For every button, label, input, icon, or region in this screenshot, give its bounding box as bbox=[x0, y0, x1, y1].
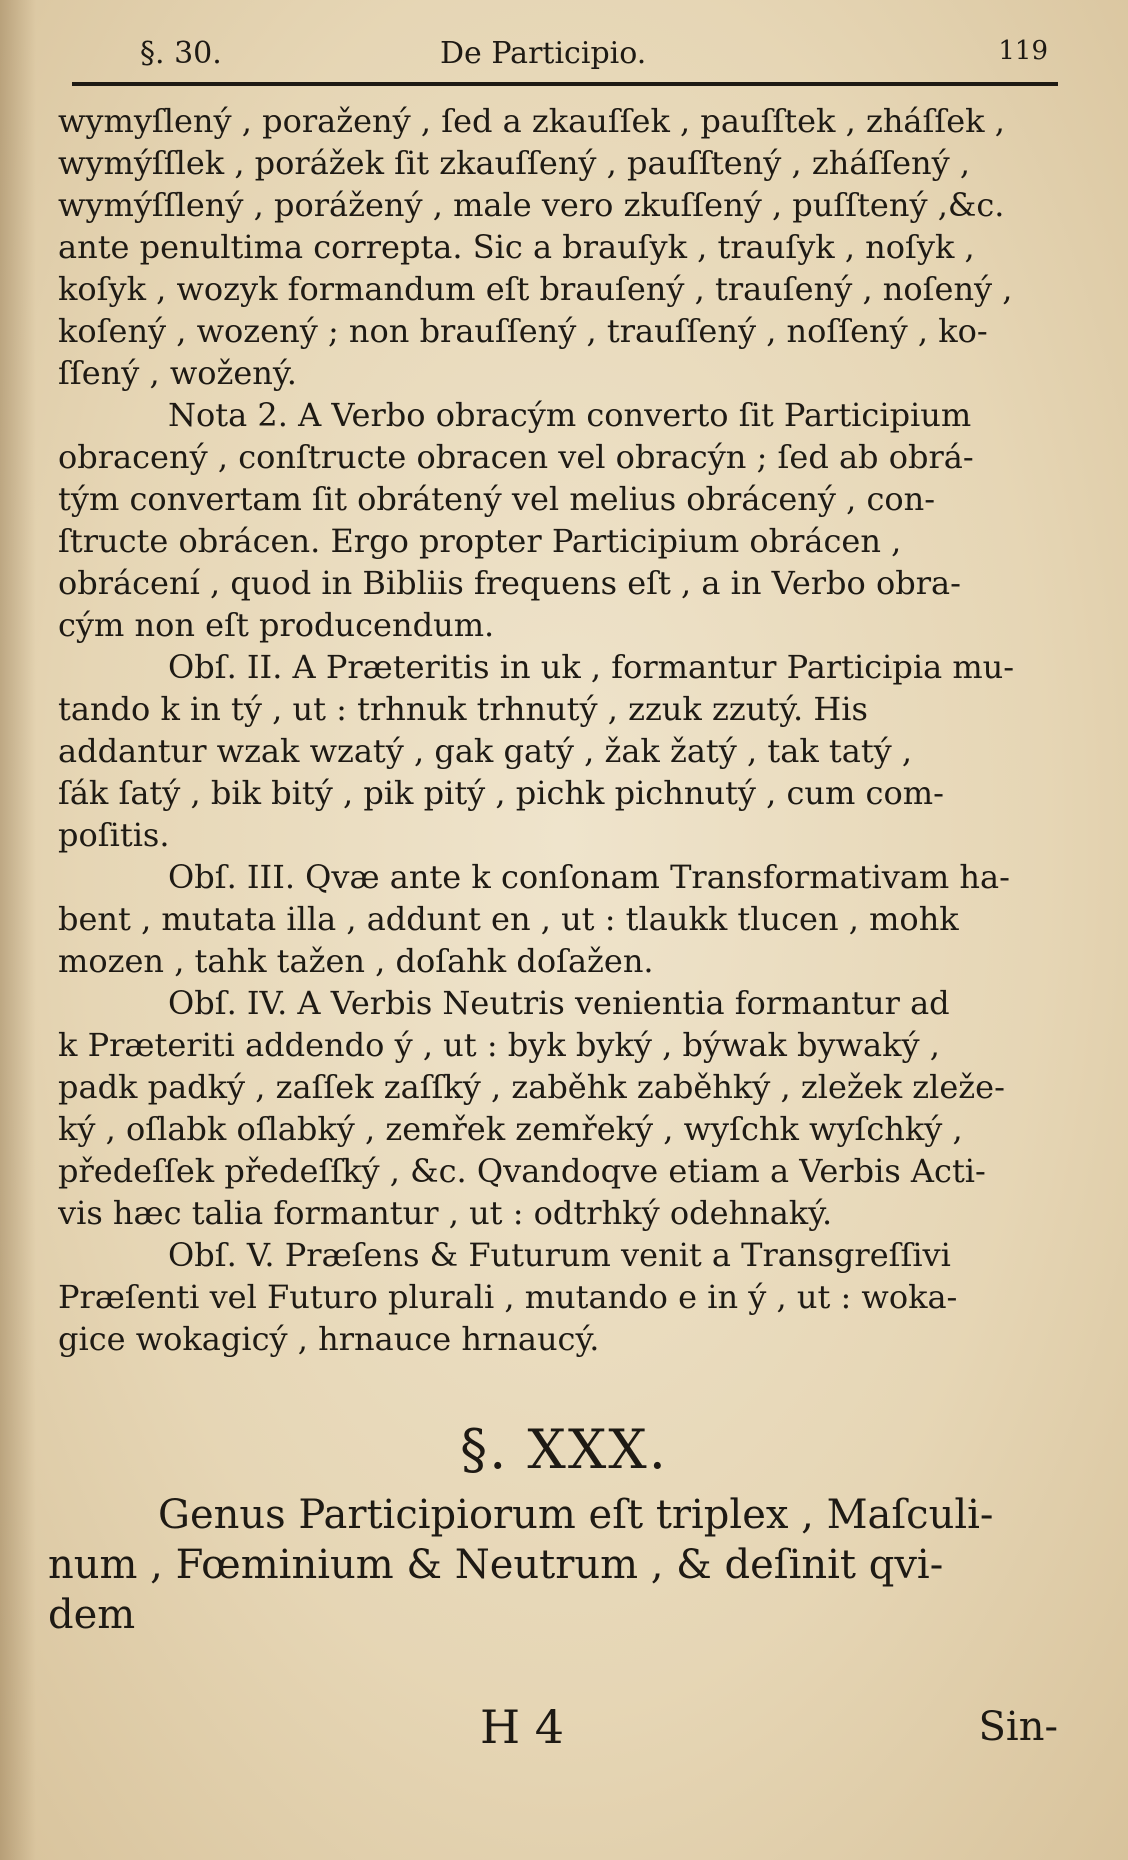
section-heading: §. XXX. bbox=[460, 1418, 668, 1481]
nota-line: obrácení , quod in Bibliis frequens eſt , a in Verbo obra- bbox=[58, 564, 961, 602]
obs2-line: ſák ſatý , bik bitý , pik pitý , pichk pichnutý , cum com- bbox=[58, 774, 944, 812]
running-header bbox=[60, 30, 1058, 90]
nota-line: cým non eſt producendum. bbox=[58, 606, 495, 644]
obs4-line: ký , oſlabk oſlabký , zemřek zemřeký , wyſchk wyſchký , bbox=[58, 1110, 963, 1148]
page-number: 119 bbox=[998, 36, 1048, 66]
obs5-line: Obſ. V. Præſens & Futurum venit a Transgreſſivi bbox=[168, 1236, 951, 1274]
header-title: De Participio. bbox=[440, 36, 647, 71]
obs4-line: předeſſek předeſſký , &c. Qvandoqve etiam a Verbis Acti- bbox=[58, 1152, 986, 1190]
obs3-line: bent , mutata illa , addunt en , ut : tlaukk tlucen , mohk bbox=[58, 900, 959, 938]
obs4-line: vis hæc talia formantur , ut : odtrhký odehnaký. bbox=[58, 1194, 833, 1232]
body-line: wymýſſlený , porážený , male vero zkuſſený , puſſtený ,&c. bbox=[58, 186, 1005, 224]
page-edge-shadow bbox=[0, 0, 36, 1860]
obs4-line: padk padký , zaſſek zaſſký , zaběhk zaběhký , zležek zleže- bbox=[58, 1068, 1005, 1106]
obs2-line: poſitis. bbox=[58, 816, 170, 854]
section-line: Genus Participiorum eſt triplex , Maſculi- bbox=[158, 1492, 994, 1538]
obs2-line: addantur wzak wzatý , gak gatý , žak žatý , tak tatý , bbox=[58, 732, 913, 770]
nota-line: tým convertam ſit obrátený vel melius obrácený , con- bbox=[58, 480, 936, 518]
obs2-line: tando k in tý , ut : trhnuk trhnutý , zzuk zzutý. His bbox=[58, 690, 868, 728]
body-line: koſený , wozený ; non brauſſený , trauſſený , noſſený , ko- bbox=[58, 312, 988, 350]
obs3-line: mozen , tahk tažen , doſahk doſažen. bbox=[58, 942, 654, 980]
nota-line: Nota 2. A Verbo obracým converto ſit Participium bbox=[168, 396, 972, 434]
obs2-line: Obſ. II. A Præteritis in uk , formantur Participia mu- bbox=[168, 648, 1015, 686]
body-line: wymyſlený , poražený , ſed a zkauſſek , pauſſtek , zháſſek , bbox=[58, 102, 1005, 140]
body-line: wymýſſlek , porážek ſit zkauſſený , pauſſtený , zháſſený , bbox=[58, 144, 971, 182]
body-line: koſyk , wozyk formandum eſt brauſený , trauſený , noſený , bbox=[58, 270, 1013, 308]
section-text bbox=[48, 1490, 1058, 1640]
section-line: num , Fœminium & Neutrum , & deſinit qvi- bbox=[48, 1542, 944, 1588]
body-line: ſſený , wožený. bbox=[58, 354, 297, 392]
nota-line: obracený , conſtructe obracen vel obracýn ; ſed ab obrá- bbox=[58, 438, 974, 476]
body-line: ante penultima correpta. Sic a brauſyk , trauſyk , noſyk , bbox=[58, 228, 975, 266]
header-section-number: §. 30. bbox=[140, 36, 222, 71]
obs3-line: Obſ. III. Qvæ ante k conſonam Transformativam ha- bbox=[168, 858, 1010, 896]
body-text bbox=[58, 100, 1060, 1360]
section-line: dem bbox=[48, 1592, 136, 1638]
obs5-line: gice wokagicý , hrnauce hrnaucý. bbox=[58, 1320, 600, 1358]
signature-mark: H 4 bbox=[480, 1700, 565, 1754]
obs5-line: Præſenti vel Futuro plurali , mutando e in ý , ut : woka- bbox=[58, 1278, 958, 1316]
header-rule bbox=[72, 82, 1058, 86]
catchword: Sin- bbox=[978, 1704, 1058, 1750]
obs4-line: Obſ. IV. A Verbis Neutris venientia formantur ad bbox=[168, 984, 950, 1022]
nota-line: ſtructe obrácen. Ergo propter Participium obrácen , bbox=[58, 522, 902, 560]
obs4-line: k Præteriti addendo ý , ut : byk byký , býwak bywaký , bbox=[58, 1026, 940, 1064]
